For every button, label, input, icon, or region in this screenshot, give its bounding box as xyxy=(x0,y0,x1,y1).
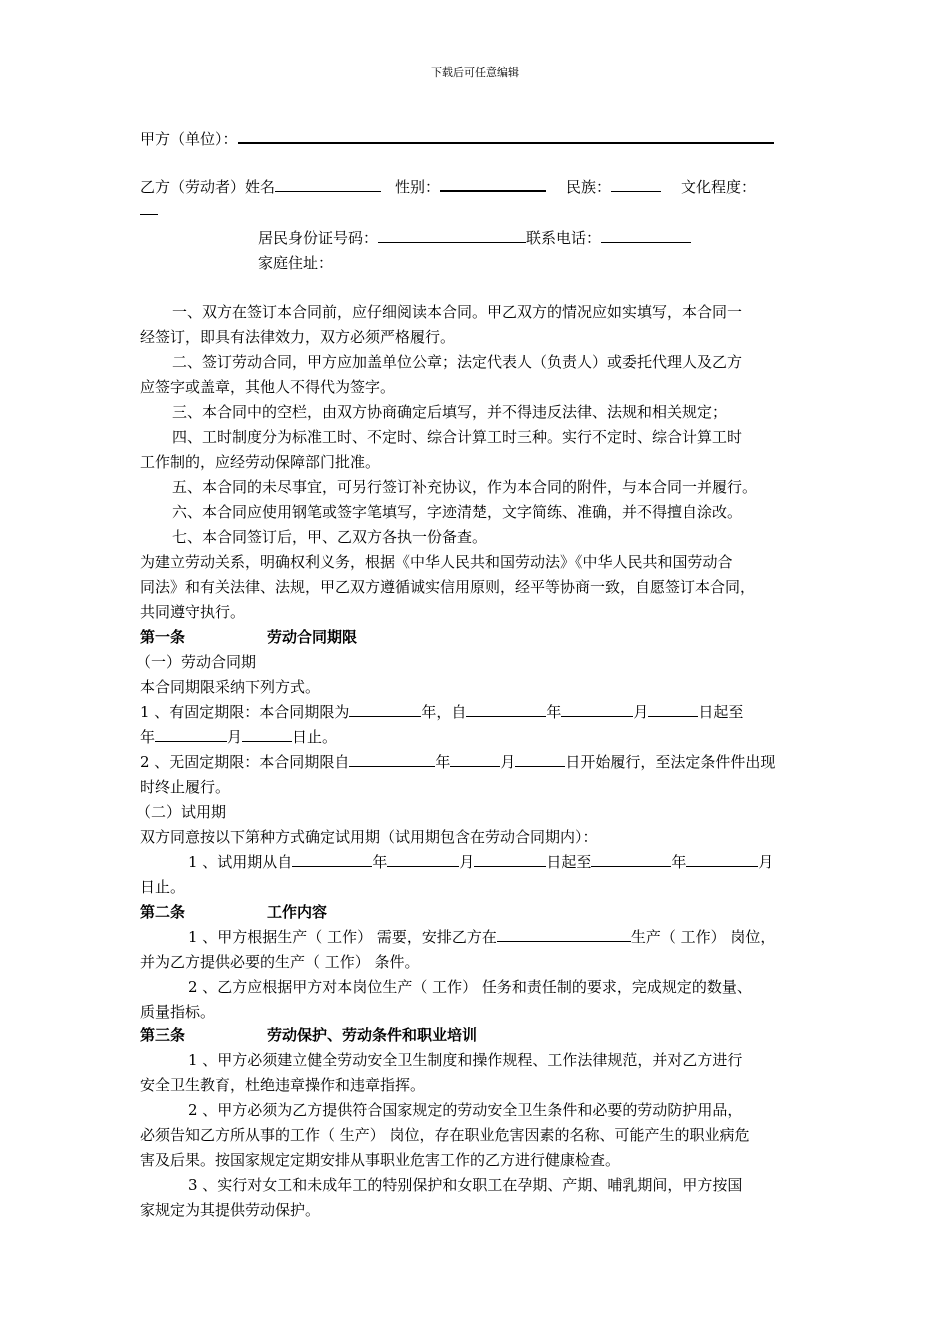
year-text: 年 xyxy=(546,703,562,721)
preamble-l3: 共同遵守执行。 xyxy=(140,603,246,621)
article-1-title: 劳动合同期限 xyxy=(267,628,358,646)
month-text: 月 xyxy=(633,703,649,721)
year-text: 年 xyxy=(671,853,687,871)
start-to-text: 日起至 xyxy=(698,703,744,721)
preamble-l2: 同法》和有关法律、法规，甲乙双方遵循诚实信用原则，经平等协商一致，自愿签订本合同， xyxy=(140,578,756,596)
prob-start-year-blank[interactable] xyxy=(292,852,372,867)
end-year-blank[interactable] xyxy=(155,727,227,742)
education-line xyxy=(140,200,158,220)
article-1-intro: 本合同期限采纳下列方式。 xyxy=(140,678,321,696)
note-6: 六、本合同应使用钢笔或签字笔填写，字迹清楚，文字简练、准确，并不得擅自涂改。 xyxy=(172,503,743,521)
prob-start-month-blank[interactable] xyxy=(387,852,459,867)
party-a-line xyxy=(140,128,774,149)
note-5: 五、本合同的未尽事宜，可另行签订补充协议，作为本合同的附件，与本合同一并履行。 xyxy=(172,478,758,496)
term-years-blank[interactable] xyxy=(349,702,421,717)
probation-end: 日止。 xyxy=(140,878,186,896)
note-2a: 二、签订劳动合同，甲方应加盖单位公章；法定代表人（负责人）或委托代理人及乙方 xyxy=(172,353,743,371)
start-day-blank[interactable] xyxy=(648,702,698,717)
month-text: 月 xyxy=(459,853,475,871)
article-1-heading xyxy=(140,627,357,647)
article-3-p3a: 3 、实行对女工和未成年工的特别保护和女职工在孕期、产期、哺乳期间，甲方按国 xyxy=(188,1176,743,1194)
article-2-p1-text: 1 、甲方根据生产（ 工作） 需要，安排乙方在 xyxy=(188,928,497,946)
article-2-heading xyxy=(140,902,327,922)
month-text: 月 xyxy=(758,853,774,871)
party-a-label: 甲方（单位）： xyxy=(140,130,238,148)
probation-intro: 双方同意按以下第种方式确定试用期（试用期包含在劳动合同期内）： xyxy=(140,828,598,846)
note-4b: 工作制的，应经劳动保障部门批准。 xyxy=(140,453,381,471)
id-blank[interactable] xyxy=(378,228,526,243)
prob-start-day-blank[interactable] xyxy=(474,852,546,867)
fixed-term-label: 1 、有固定期限：本合同期限为 xyxy=(140,703,350,721)
article-2-number: 第二条 xyxy=(140,903,186,921)
end-month-blank[interactable] xyxy=(242,727,292,742)
position-blank[interactable] xyxy=(497,927,631,942)
probation-label: 1 、试用期从自 xyxy=(188,853,293,871)
end-text: 日止。 xyxy=(292,728,338,746)
start-year-blank[interactable] xyxy=(466,702,546,717)
gender-label: 性别： xyxy=(395,178,441,196)
note-3: 三、本合同中的空栏，由双方协商确定后填写，并不得违反法律、法规和相关规定； xyxy=(172,403,728,421)
note-4a: 四、工时制度分为标准工时、不定时、综合计算工时三种。实行不定时、综合计算工时 xyxy=(172,428,743,446)
year-text: 年 xyxy=(372,853,388,871)
name-blank[interactable] xyxy=(275,177,381,192)
open-year-blank[interactable] xyxy=(349,752,435,767)
id-label: 居民身份证号码： xyxy=(258,229,379,247)
from-text: ，自 xyxy=(436,703,467,721)
article-2-p1-tail: 生产（ 工作） 岗位， xyxy=(630,928,776,946)
article-3-p2c: 害及后果。按国家规定定期安排从事职业危害工作的乙方进行健康检查。 xyxy=(140,1151,621,1169)
name-label: 乙方（劳动者）姓名 xyxy=(140,178,276,196)
party-b-line xyxy=(140,176,756,197)
start-month-blank[interactable] xyxy=(561,702,633,717)
address-label: 家庭住址： xyxy=(258,254,334,272)
open-term-line xyxy=(140,752,775,772)
month-text: 月 xyxy=(500,753,516,771)
education-label: 文化程度： xyxy=(681,178,757,196)
phone-label: 联系电话： xyxy=(526,229,602,247)
start-to-text: 日起至 xyxy=(546,853,592,871)
fixed-term-line xyxy=(140,702,743,722)
open-term-tail: 日开始履行，至法定条件件出现 xyxy=(565,753,776,771)
article-3-p1a: 1 、甲方必须建立健全劳动安全卫生制度和操作规程、工作法律规范，并对乙方进行 xyxy=(188,1051,743,1069)
header-note: 下载后可任意编辑 xyxy=(431,66,519,79)
article-3-p2b: 必须告知乙方所从事的工作（ 生产） 岗位，存在职业危害因素的名称、可能产生的职业病危 xyxy=(140,1126,750,1144)
prob-end-month-blank[interactable] xyxy=(686,852,758,867)
id-line xyxy=(258,228,691,248)
note-1b: 经签订，即具有法律效力，双方必须严格履行。 xyxy=(140,328,456,346)
article-3-p3b: 家规定为其提供劳动保护。 xyxy=(140,1201,321,1219)
party-a-blank[interactable] xyxy=(238,128,774,144)
article-1-sub2: （二）试用期 xyxy=(136,803,227,821)
article-2-p2a: 2 、乙方应根据甲方对本岗位生产（ 工作） 任务和责任制的要求，完成规定的数量、 xyxy=(188,978,752,996)
fixed-term-end-line xyxy=(140,727,337,747)
year-text: 年 xyxy=(140,728,156,746)
article-1-sub1: （一）劳动合同期 xyxy=(136,653,257,671)
article-3-title: 劳动保护、劳动条件和职业培训 xyxy=(267,1026,478,1044)
article-3-p1b: 安全卫生教育，杜绝违章操作和违章指挥。 xyxy=(140,1076,426,1094)
article-3-heading xyxy=(140,1025,477,1045)
article-2-p1 xyxy=(188,927,775,947)
month-text: 月 xyxy=(227,728,243,746)
phone-blank[interactable] xyxy=(601,228,691,243)
prob-end-year-blank[interactable] xyxy=(591,852,671,867)
probation-line xyxy=(188,852,773,872)
article-2-p2b: 质量指标。 xyxy=(140,1003,216,1021)
open-term-label: 2 、无固定期限：本合同期限自 xyxy=(140,753,350,771)
open-term-end: 时终止履行。 xyxy=(140,778,231,796)
year-text: 年 xyxy=(435,753,451,771)
education-blank[interactable] xyxy=(140,200,158,215)
article-2-title: 工作内容 xyxy=(267,903,328,921)
ethnic-label: 民族： xyxy=(566,178,612,196)
note-7: 七、本合同签订后，甲、乙双方各执一份备查。 xyxy=(172,528,488,546)
note-2b: 应签字或盖章，其他人不得代为签字。 xyxy=(140,378,396,396)
article-1-number: 第一条 xyxy=(140,628,186,646)
year-text: 年 xyxy=(421,703,437,721)
ethnic-blank[interactable] xyxy=(611,177,661,192)
preamble-l1: 为建立劳动关系，明确权利义务，根据《中华人民共和国劳动法》《中华人民共和国劳动合 xyxy=(140,553,733,571)
note-1a: 一、双方在签订本合同前，应仔细阅读本合同。甲乙双方的情况应如实填写，本合同一 xyxy=(172,303,743,321)
gender-blank[interactable] xyxy=(440,176,546,192)
article-3-number: 第三条 xyxy=(140,1026,186,1044)
open-month-blank[interactable] xyxy=(450,752,500,767)
article-3-p2a: 2 、甲方必须为乙方提供符合国家规定的劳动安全卫生条件和必要的劳动防护用品， xyxy=(188,1101,743,1119)
open-day-blank[interactable] xyxy=(515,752,565,767)
article-2-p1c: 并为乙方提供必要的生产（ 工作） 条件。 xyxy=(140,953,420,971)
